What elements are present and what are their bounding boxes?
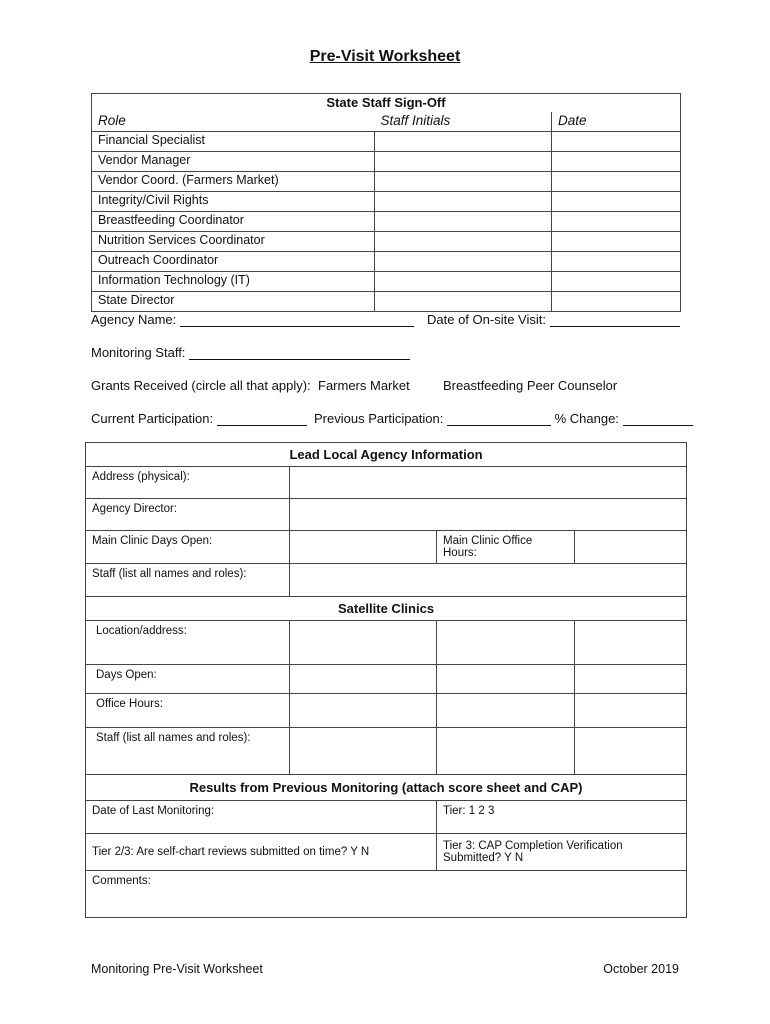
date-cell[interactable] [552, 272, 681, 292]
signoff-heading: State Staff Sign-Off [92, 94, 681, 113]
current-field[interactable] [217, 411, 307, 426]
table-row [92, 212, 681, 232]
director-field[interactable] [290, 499, 687, 531]
date-cell[interactable] [552, 172, 681, 192]
tier-label[interactable]: Tier: 1 2 3 [437, 801, 687, 834]
initials-cell[interactable] [375, 292, 552, 312]
days-open-field[interactable] [290, 531, 437, 564]
role-label: Vendor Coord. (Farmers Market) [92, 172, 375, 192]
current-label: Current Participation: [91, 411, 214, 426]
lla-heading: Lead Local Agency Information [86, 443, 687, 467]
address-label: Address (physical): [86, 467, 290, 499]
days-open-label: Main Clinic Days Open: [86, 531, 290, 564]
self-chart-label[interactable]: Tier 2/3: Are self-chart reviews submitted on time? Y N [86, 834, 437, 871]
satellite-cell[interactable] [575, 694, 687, 728]
table-row [92, 192, 681, 212]
date-visit-row [427, 312, 680, 327]
comments-field[interactable]: Comments: [86, 871, 687, 918]
role-label: Vendor Manager [92, 152, 375, 172]
col-role: Role [92, 112, 375, 132]
role-label: Information Technology (IT) [92, 272, 375, 292]
role-label: Integrity/Civil Rights [92, 192, 375, 212]
satellite-cell[interactable] [437, 621, 575, 665]
date-cell[interactable] [552, 192, 681, 212]
grants-label: Grants Received (circle all that apply): [91, 378, 311, 393]
table-row [92, 292, 681, 312]
initials-cell[interactable] [375, 252, 552, 272]
initials-cell[interactable] [375, 152, 552, 172]
monitoring-staff-row [91, 345, 410, 360]
office-hours-label: Main Clinic Office Hours: [437, 531, 575, 564]
col-date: Date [552, 112, 681, 132]
grant-option-farmers[interactable]: Farmers Market [318, 378, 410, 393]
change-label: % Change: [554, 411, 619, 426]
sat-staff-label: Staff (list all names and roles): [86, 728, 290, 775]
agency-info-table [85, 442, 687, 918]
cap-label[interactable]: Tier 3: CAP Completion Verification Submitted? Y N [437, 834, 687, 871]
monitoring-staff-label: Monitoring Staff: [91, 345, 186, 360]
date-cell[interactable] [552, 232, 681, 252]
staff-label: Staff (list all names and roles): [86, 564, 290, 597]
col-staff-initials: Staff Initials [375, 112, 552, 132]
table-row [92, 172, 681, 192]
satellite-cell[interactable] [575, 665, 687, 694]
table-row [92, 232, 681, 252]
date-cell[interactable] [552, 212, 681, 232]
current-participation-row [91, 411, 307, 426]
monitoring-staff-field[interactable] [189, 345, 410, 360]
previous-field[interactable] [447, 411, 551, 426]
table-row [92, 252, 681, 272]
footer-right: October 2019 [603, 962, 679, 976]
satellite-cell[interactable] [437, 694, 575, 728]
date-visit-label: Date of On-site Visit: [427, 312, 546, 327]
change-field[interactable] [623, 411, 693, 426]
satellite-cell[interactable] [290, 665, 437, 694]
signoff-table [91, 93, 681, 312]
initials-cell[interactable] [375, 272, 552, 292]
role-label: Outreach Coordinator [92, 252, 375, 272]
satellite-cell[interactable] [575, 728, 687, 775]
grants-row [91, 378, 311, 393]
role-label: State Director [92, 292, 375, 312]
satellite-cell[interactable] [437, 665, 575, 694]
date-cell[interactable] [552, 152, 681, 172]
date-cell[interactable] [552, 252, 681, 272]
last-monitoring-label: Date of Last Monitoring: [86, 801, 437, 834]
agency-name-row [91, 312, 414, 327]
role-label: Financial Specialist [92, 132, 375, 152]
previous-label: Previous Participation: [314, 411, 444, 426]
footer-left: Monitoring Pre-Visit Worksheet [91, 962, 263, 976]
date-cell[interactable] [552, 292, 681, 312]
satellite-cell[interactable] [290, 621, 437, 665]
date-cell[interactable] [552, 132, 681, 152]
sat-hours-label: Office Hours: [86, 694, 290, 728]
director-label: Agency Director: [86, 499, 290, 531]
page-title: Pre-Visit Worksheet [309, 48, 461, 65]
previous-participation-row [314, 411, 693, 426]
date-visit-field[interactable] [550, 312, 680, 327]
location-label: Location/address: [86, 621, 290, 665]
table-row [92, 132, 681, 152]
satellite-heading: Satellite Clinics [86, 597, 687, 621]
initials-cell[interactable] [375, 212, 552, 232]
role-label: Breastfeeding Coordinator [92, 212, 375, 232]
role-label: Nutrition Services Coordinator [92, 232, 375, 252]
agency-name-label: Agency Name: [91, 312, 177, 327]
initials-cell[interactable] [375, 232, 552, 252]
results-heading: Results from Previous Monitoring (attach score sheet and CAP) [86, 775, 687, 801]
satellite-cell[interactable] [290, 694, 437, 728]
sat-days-label: Days Open: [86, 665, 290, 694]
address-field[interactable] [290, 467, 687, 499]
table-row [92, 272, 681, 292]
grant-option-breastfeeding[interactable]: Breastfeeding Peer Counselor [443, 378, 618, 393]
staff-field[interactable] [290, 564, 687, 597]
initials-cell[interactable] [375, 132, 552, 152]
satellite-cell[interactable] [290, 728, 437, 775]
initials-cell[interactable] [375, 172, 552, 192]
satellite-cell[interactable] [437, 728, 575, 775]
agency-name-field[interactable] [180, 312, 414, 327]
initials-cell[interactable] [375, 192, 552, 212]
satellite-cell[interactable] [575, 621, 687, 665]
office-hours-field[interactable] [575, 531, 687, 564]
table-row [92, 152, 681, 172]
